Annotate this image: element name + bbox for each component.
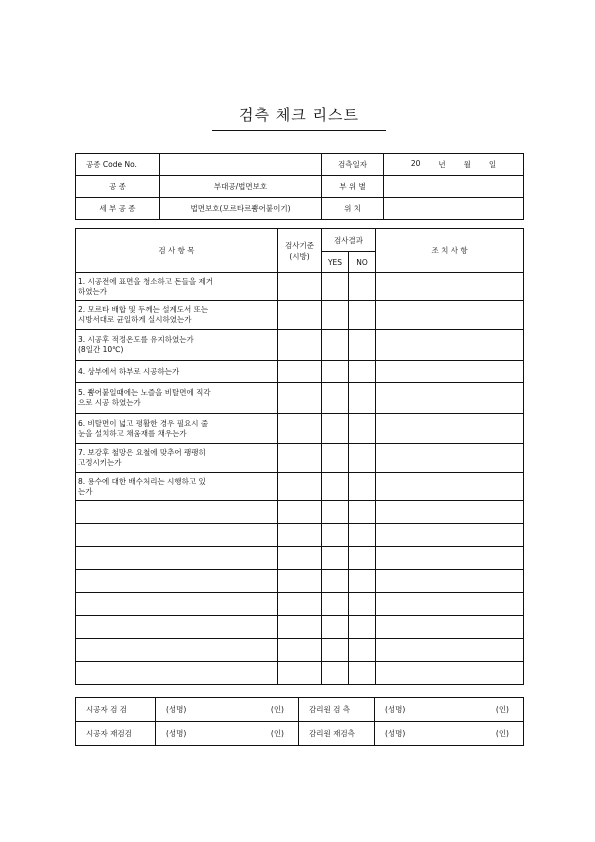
name-label: (성명) (166, 729, 187, 738)
check-standard-cell[interactable] (278, 501, 322, 524)
date-year-unit: 년 (438, 160, 446, 169)
check-yes-cell[interactable] (322, 662, 349, 685)
check-item-cell[interactable] (76, 616, 278, 639)
check-item-text: 4. 상부에서 하부로 시공하는가 (76, 361, 278, 383)
supervisor-check-label: 감리원 검 측 (299, 698, 375, 722)
check-item-cell[interactable] (76, 593, 278, 616)
check-yes-cell[interactable] (322, 547, 349, 570)
table-row-empty (76, 639, 524, 662)
check-item-text: 3. 시공후 적정온도를 유지하였는가 (8일간 10℃) (76, 330, 278, 361)
header-yes: YES (322, 252, 349, 273)
table-row (76, 414, 524, 444)
check-action-cell[interactable] (376, 330, 524, 361)
check-yes-cell[interactable] (322, 414, 349, 444)
signature-row-recheck (76, 722, 524, 746)
check-item-text: 1. 시공전에 표면을 청소하고 돈들을 제거 하였는가 (76, 273, 278, 301)
check-standard-cell[interactable] (278, 361, 322, 383)
work-label: 공 종 (76, 176, 160, 198)
supervisor-recheck-label: 감리원 재검측 (299, 722, 375, 746)
info-row-work (76, 176, 524, 198)
name-label: (성명) (166, 705, 187, 714)
check-action-cell[interactable] (376, 383, 524, 414)
table-row (76, 273, 524, 301)
check-standard-cell[interactable] (278, 473, 322, 501)
check-no-cell[interactable] (349, 547, 376, 570)
detail-value[interactable]: 법면보호(모르타르뿜어붙이기) (160, 198, 322, 220)
check-standard-cell[interactable] (278, 301, 322, 330)
header-standard: 검사기준 (시방) (278, 229, 322, 273)
location-value[interactable] (384, 198, 524, 220)
check-standard-cell[interactable] (278, 616, 322, 639)
check-no-cell[interactable] (349, 301, 376, 330)
check-action-cell[interactable] (376, 361, 524, 383)
supervisor-recheck-signature[interactable] (375, 722, 524, 746)
check-action-cell[interactable] (376, 662, 524, 685)
header-items: 검 사 항 목 (76, 229, 278, 273)
check-action-cell[interactable] (376, 570, 524, 593)
check-yes-cell[interactable] (322, 501, 349, 524)
info-row-detail (76, 198, 524, 220)
date-day-unit: 일 (488, 160, 497, 169)
date-value[interactable] (384, 154, 524, 176)
builder-recheck-label: 시공자 재검검 (76, 722, 156, 746)
check-no-cell[interactable] (349, 593, 376, 616)
part-value[interactable] (384, 176, 524, 198)
check-item-text: 8. 용수에 대한 배수처리는 시행하고 있 는가 (76, 473, 278, 501)
date-year: 20 (410, 159, 421, 168)
check-no-cell[interactable] (349, 273, 376, 301)
check-action-cell[interactable] (376, 547, 524, 570)
date-month-unit: 월 (463, 160, 471, 169)
check-no-cell[interactable] (349, 473, 376, 501)
check-item-text: 7. 보강후 철망은 요철에 맞추어 팽팽히 고정시키는가 (76, 444, 278, 473)
check-standard-cell[interactable] (278, 593, 322, 616)
detail-label: 세 부 공 종 (76, 198, 160, 220)
check-item-cell[interactable] (76, 662, 278, 685)
table-row (76, 361, 524, 383)
check-standard-cell[interactable] (278, 383, 322, 414)
builder-check-label: 시공자 검 검 (76, 698, 156, 722)
check-no-cell[interactable] (349, 361, 376, 383)
table-row (76, 473, 524, 501)
check-yes-cell[interactable] (322, 639, 349, 662)
check-action-cell[interactable] (376, 273, 524, 301)
check-standard-cell[interactable] (278, 570, 322, 593)
table-row (76, 383, 524, 414)
table-row-empty (76, 593, 524, 616)
check-no-cell[interactable] (349, 524, 376, 547)
code-label: 공종 Code No. (76, 154, 160, 176)
info-row-code (76, 154, 524, 176)
check-action-cell[interactable] (376, 639, 524, 662)
check-item-text: 6. 비탈면이 넓고 평활한 경우 필요시 줄 눈을 설치하고 채움재를 채우는가 (76, 414, 278, 444)
table-row-empty (76, 662, 524, 685)
builder-check-signature[interactable] (156, 698, 299, 722)
check-standard-cell[interactable] (278, 330, 322, 361)
check-item-cell[interactable] (76, 547, 278, 570)
check-standard-cell[interactable] (278, 273, 322, 301)
check-action-cell[interactable] (376, 444, 524, 473)
check-no-cell[interactable] (349, 570, 376, 593)
check-action-cell[interactable] (376, 473, 524, 501)
check-no-cell[interactable] (349, 501, 376, 524)
signature-table (75, 697, 524, 746)
header-result: 검사결과 (322, 229, 376, 252)
check-no-cell[interactable] (349, 444, 376, 473)
check-no-cell[interactable] (349, 639, 376, 662)
check-action-cell[interactable] (376, 301, 524, 330)
check-no-cell[interactable] (349, 616, 376, 639)
check-yes-cell[interactable] (322, 593, 349, 616)
check-action-cell[interactable] (376, 524, 524, 547)
check-yes-cell[interactable] (322, 444, 349, 473)
code-value[interactable] (160, 154, 322, 176)
table-row-empty (76, 570, 524, 593)
check-yes-cell[interactable] (322, 570, 349, 593)
check-no-cell[interactable] (349, 330, 376, 361)
check-no-cell[interactable] (349, 383, 376, 414)
check-yes-cell[interactable] (322, 301, 349, 330)
page-title: 검측 체크 리스트 (212, 104, 386, 131)
builder-recheck-signature[interactable] (156, 722, 299, 746)
check-yes-cell[interactable] (322, 473, 349, 501)
check-item-cell[interactable] (76, 639, 278, 662)
check-standard-cell[interactable] (278, 662, 322, 685)
check-action-cell[interactable] (376, 593, 524, 616)
check-no-cell[interactable] (349, 662, 376, 685)
table-row (76, 301, 524, 330)
name-label: (성명) (385, 705, 406, 714)
seal-label: (인) (495, 729, 509, 738)
check-yes-cell[interactable] (322, 330, 349, 361)
check-action-cell[interactable] (376, 414, 524, 444)
header-action: 조 치 사 항 (376, 229, 524, 273)
seal-label: (인) (495, 705, 509, 714)
work-value[interactable]: 부대공/법면보호 (160, 176, 322, 198)
supervisor-check-signature[interactable] (375, 698, 524, 722)
check-no-cell[interactable] (349, 414, 376, 444)
location-label: 위 치 (322, 198, 384, 220)
check-item-cell[interactable] (76, 524, 278, 547)
check-yes-cell[interactable] (322, 524, 349, 547)
date-label: 검측일자 (322, 154, 384, 176)
check-standard-cell[interactable] (278, 639, 322, 662)
check-standard-cell[interactable] (278, 524, 322, 547)
seal-label: (인) (270, 729, 284, 738)
check-yes-cell[interactable] (322, 616, 349, 639)
table-row-empty (76, 524, 524, 547)
table-row-empty (76, 501, 524, 524)
check-action-cell[interactable] (376, 501, 524, 524)
check-item-text: 5. 뿜어붙일때에는 노즐을 비탈면에 직각 으로 시공 하였는가 (76, 383, 278, 414)
check-item-cell[interactable] (76, 570, 278, 593)
check-yes-cell[interactable] (322, 383, 349, 414)
check-standard-cell[interactable] (278, 547, 322, 570)
table-row (76, 444, 524, 473)
check-standard-cell[interactable] (278, 444, 322, 473)
header-row-1 (76, 229, 524, 252)
table-row-empty (76, 547, 524, 570)
check-action-cell[interactable] (376, 616, 524, 639)
header-no: NO (349, 252, 376, 273)
check-item-cell[interactable] (76, 501, 278, 524)
check-yes-cell[interactable] (322, 361, 349, 383)
info-table (75, 153, 524, 220)
check-yes-cell[interactable] (322, 273, 349, 301)
name-label: (성명) (385, 729, 406, 738)
signature-row-check (76, 698, 524, 722)
table-row-empty (76, 616, 524, 639)
seal-label: (인) (270, 705, 284, 714)
check-standard-cell[interactable] (278, 414, 322, 444)
part-label: 부 위 별 (322, 176, 384, 198)
check-item-text: 2. 모르타 배합 및 두께는 설계도서 또는 시방서대로 균일하게 실시하였는가 (76, 301, 278, 330)
table-row (76, 330, 524, 361)
checklist-table (75, 228, 524, 685)
